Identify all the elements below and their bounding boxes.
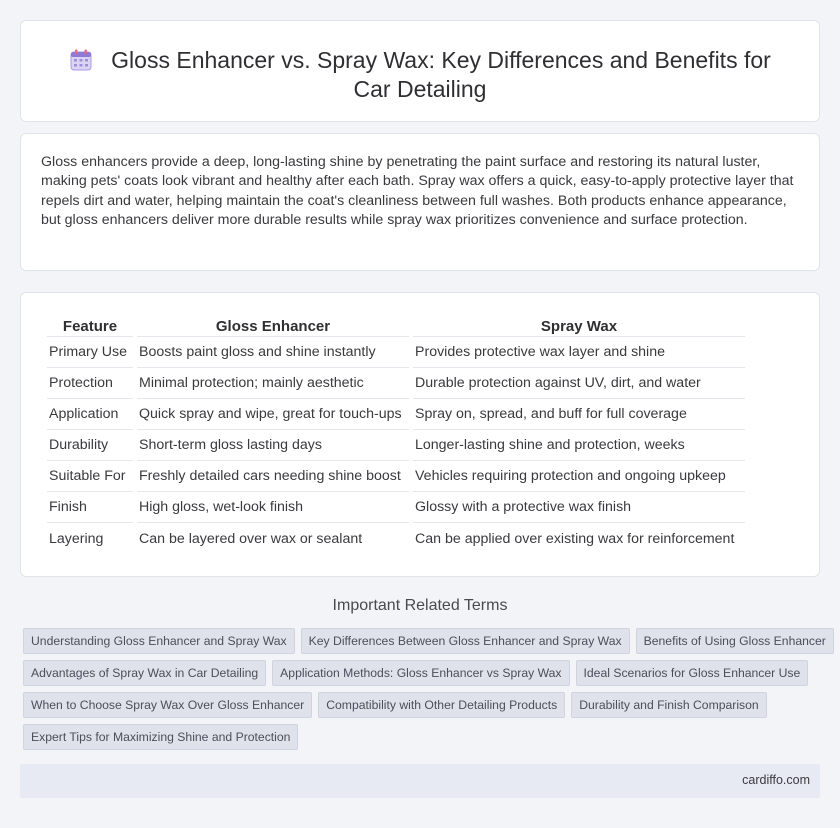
related-term-tag[interactable]: Compatibility with Other Detailing Products: [318, 692, 565, 718]
gloss-enhancer-cell: Can be layered over wax or sealant: [139, 530, 363, 547]
intro-card: [20, 133, 820, 271]
table-row: [47, 461, 745, 492]
related-terms-row: [23, 628, 826, 654]
related-term-tag[interactable]: Key Differences Between Gloss Enhancer and Spray Wax: [301, 628, 630, 654]
related-terms-title: Important Related Terms: [332, 597, 508, 614]
spray-wax-cell: Longer-lasting shine and protection, weeks: [413, 430, 745, 461]
table-header-row: [47, 316, 745, 337]
related-term-tag[interactable]: Advantages of Spray Wax in Car Detailing: [23, 660, 266, 686]
comparison-table: [43, 316, 749, 554]
spray-wax-cell: Provides protective wax layer and shine: [413, 337, 745, 368]
spray-wax-cell: Spray on, spread, and buff for full coverage: [413, 399, 745, 430]
feature-cell: Primary Use: [47, 337, 133, 368]
table-row: [47, 430, 745, 461]
comparison-table-card: [20, 292, 820, 577]
table-row: [47, 492, 745, 523]
feature-cell: Suitable For: [47, 461, 133, 492]
footer: [20, 764, 820, 798]
header-card: [20, 20, 820, 122]
page-title-wrap: [51, 46, 789, 104]
related-terms-list: [23, 628, 826, 756]
related-term-tag[interactable]: When to Choose Spray Wax Over Gloss Enhancer: [23, 692, 312, 718]
feature-cell: Finish: [47, 492, 133, 523]
column-header-gloss-enhancer: Gloss Enhancer: [137, 316, 409, 337]
related-term-tag[interactable]: Ideal Scenarios for Gloss Enhancer Use: [576, 660, 809, 686]
related-term-tag[interactable]: Application Methods: Gloss Enhancer vs Spray Wax: [272, 660, 569, 686]
related-terms-row: [23, 692, 823, 718]
table-row: [47, 368, 745, 399]
gloss-enhancer-cell: Boosts paint gloss and shine instantly: [137, 337, 409, 368]
gloss-enhancer-cell: Short-term gloss lasting days: [137, 430, 409, 461]
table-body: [47, 337, 745, 554]
feature-cell: Application: [47, 399, 133, 430]
page-title: Gloss Enhancer vs. Spray Wax: Key Differences and Benefits for Car Detailing: [111, 47, 771, 102]
table-row: [47, 399, 745, 430]
related-term-tag[interactable]: Benefits of Using Gloss Enhancer: [636, 628, 834, 654]
table-row: [47, 523, 745, 554]
spray-wax-cell: Durable protection against UV, dirt, and water: [413, 368, 745, 399]
calendar-icon: [69, 49, 93, 71]
related-term-tag[interactable]: Durability and Finish Comparison: [571, 692, 767, 718]
intro-paragraph: Gloss enhancers provide a deep, long-lasting shine by penetrating the paint surface and restoring its natural luster, making pets' coats look vibrant and healthy after each bath. Spray wax offers a quick, easy-to-apply protective layer that repels dirt and water, helping maintain the coat's cleanliness between full washes. Both products enhance appearance, but gloss enhancers deliver more durable results while spray wax prioritizes convenience and surface protection.: [41, 154, 794, 229]
table-row: [47, 337, 745, 368]
footer-site-link[interactable]: cardiffo.com: [742, 773, 810, 787]
feature-cell: Layering: [49, 530, 104, 547]
gloss-enhancer-cell: Freshly detailed cars needing shine boost: [137, 461, 409, 492]
feature-cell: Protection: [47, 368, 133, 399]
gloss-enhancer-cell: Minimal protection; mainly aesthetic: [137, 368, 409, 399]
gloss-enhancer-cell: Quick spray and wipe, great for touch-ups: [137, 399, 409, 430]
spray-wax-cell: Vehicles requiring protection and ongoing upkeep: [413, 461, 745, 492]
related-term-tag[interactable]: Understanding Gloss Enhancer and Spray Wax: [23, 628, 295, 654]
column-header-feature: Feature: [47, 316, 133, 337]
related-terms-row: [23, 724, 823, 750]
gloss-enhancer-cell: High gloss, wet-look finish: [137, 492, 409, 523]
column-header-spray-wax: Spray Wax: [413, 316, 745, 337]
spray-wax-cell: Glossy with a protective wax finish: [413, 492, 745, 523]
related-term-tag[interactable]: Expert Tips for Maximizing Shine and Protection: [23, 724, 298, 750]
spray-wax-cell: Can be applied over existing wax for reinforcement: [415, 530, 735, 547]
feature-cell: Durability: [47, 430, 133, 461]
related-terms-row: [23, 660, 823, 686]
